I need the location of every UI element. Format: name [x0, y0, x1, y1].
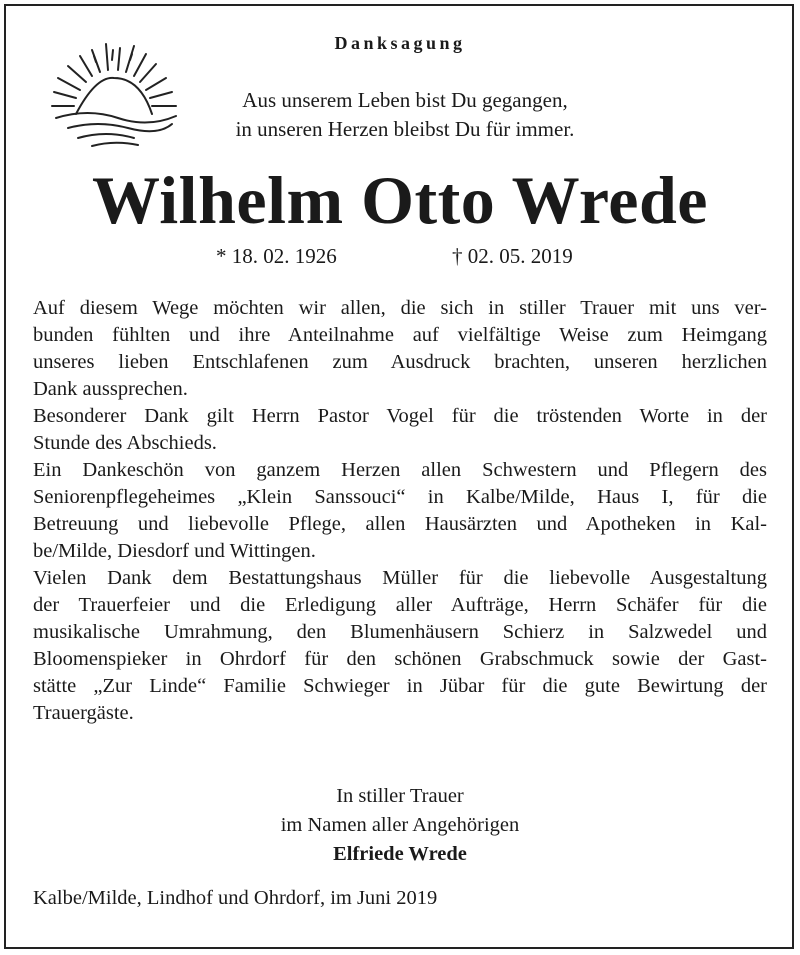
body-line: Bloomenspieker in Ohrdorf für den schönen Grabschmuck sowie der Gast- — [33, 648, 767, 670]
body-line: Betreuung und liebevolle Pflege, allen Hausärzten und Apotheken in Kal- — [33, 513, 767, 535]
rising-sun-icon — [48, 38, 180, 150]
deceased-name: Wilhelm Otto Wrede — [92, 162, 708, 238]
body-line: Auf diesem Wege möchten wir allen, die sich in stiller Trauer mit uns ver- — [33, 297, 767, 319]
closing-block — [200, 782, 600, 869]
body-line: Trauergäste. — [33, 702, 134, 724]
body-line: musikalische Umrahmung, den Blumenhäusern Schierz in Salzwedel und — [33, 621, 767, 643]
body-text — [33, 295, 767, 727]
body-line: unseres lieben Entschlafenen zum Ausdruck brachten, unseren herzlichen — [33, 351, 767, 373]
death-date: † 02. 05. 2019 — [452, 244, 573, 268]
closing-line: im Namen aller Angehörigen — [280, 814, 520, 836]
motto-line: in unseren Herzen bleibst Du für immer. — [235, 117, 575, 141]
signer-name: Elfriede Wrede — [333, 843, 467, 865]
body-line: be/Milde, Diesdorf und Wittingen. — [33, 540, 316, 562]
closing-line: In stiller Trauer — [336, 785, 464, 807]
body-line: Stunde des Abschieds. — [33, 432, 217, 454]
motto-line: Aus unserem Leben bist Du gegangen, — [242, 88, 568, 112]
place-date: Kalbe/Milde, Lindhof und Ohrdorf, im Juni 2019 — [33, 887, 438, 909]
body-line: Besonderer Dank gilt Herrn Pastor Vogel für die tröstenden Worte in der — [33, 405, 767, 427]
notice-heading: Danksagung — [334, 33, 466, 53]
body-line: der Trauerfeier und die Erledigung aller Aufträge, Herrn Schäfer für die — [33, 594, 767, 616]
body-line: Dank aussprechen. — [33, 378, 188, 400]
birth-date: * 18. 02. 1926 — [216, 244, 337, 268]
motto — [180, 86, 630, 144]
body-line: Seniorenpflegeheimes „Klein Sanssouci“ in Kalbe/Milde, Haus I, für die — [33, 486, 767, 508]
body-line: Ein Dankeschön von ganzem Herzen allen Schwestern und Pflegern des — [33, 459, 767, 481]
body-line: Vielen Dank dem Bestattungshaus Müller für die liebevolle Ausgestaltung — [33, 567, 767, 589]
body-line: stätte „Zur Linde“ Familie Schwieger in Jübar für die gute Bewirtung der — [33, 675, 767, 697]
body-line: bunden fühlten und ihre Anteilnahme auf vielfältige Weise zum Heimgang — [33, 324, 767, 346]
